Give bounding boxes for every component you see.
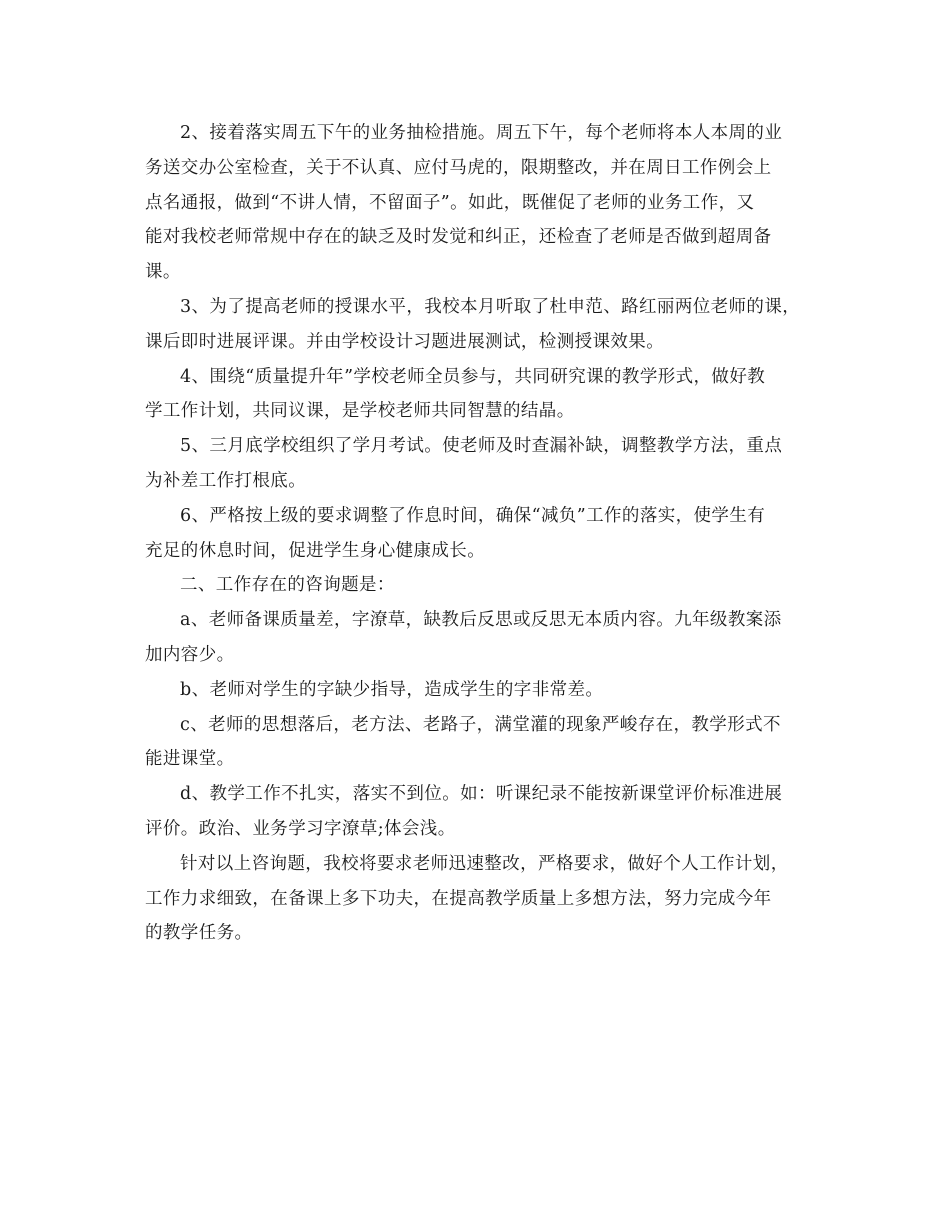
- document-body: [145, 116, 815, 951]
- text-line: 的教学任务。: [145, 923, 253, 944]
- text-line: 6、严格按上级的要求调整了作息时间，确保“减负”工作的落实，使学生有: [180, 505, 766, 526]
- text-line: 充足的休息时间，促进学生身心健康成长。: [145, 540, 486, 561]
- text-line: d、教学工作不扎实，落实不到位。如：听课纪录不能按新课堂评价标准进展: [180, 784, 783, 805]
- text-line: 2、接着落实周五下午的业务抽检措施。周五下午，每个老师将本人本周的业: [180, 123, 783, 143]
- text-line: 能对我校老师常规中存在的缺乏及时发觉和纠正，还检查了老师是否做到超周备: [145, 227, 772, 248]
- text-line: 课。: [145, 262, 181, 283]
- text-line: 针对以上咨询题，我校将要求老师迅速整改，严格要求，做好个人工作计划，: [180, 853, 789, 874]
- text-line: 能进课堂。: [145, 749, 235, 770]
- text-line: 二、工作存在的咨询题是：: [180, 575, 395, 596]
- text-line: 课后即时进展评课。并由学校设计习题进展测试，检测授课效果。: [145, 331, 665, 352]
- text-line: 评价。政治、业务学习字潦草;体会浅。: [145, 818, 456, 839]
- text-line: 务送交办公室检查，关于不认真、应付马虎的，限期整改，并在周日工作例会上: [145, 157, 772, 178]
- text-line: 点名通报，做到“不讲人情，不留面子”。如此，既催促了老师的业务工作，又: [145, 192, 755, 213]
- text-line: 为补差工作打根底。: [145, 470, 307, 491]
- text-line: 学工作计划，共同议课，是学校老师共同智慧的结晶。: [145, 401, 575, 422]
- text-line: a、老师备课质量差，字潦草，缺教后反思或反思无本质内容。九年级教案添: [180, 610, 782, 631]
- text-line: b、老师对学生的字缺少指导，造成学生的字非常差。: [180, 679, 604, 700]
- text-line: 3、为了提高老师的授课水平，我校本月听取了杜申范、路红丽两位老师的课，: [180, 296, 801, 317]
- text-line: 加内容少。: [145, 644, 235, 665]
- text-line: 5、三月底学校组织了学月考试。使老师及时查漏补缺，调整教学方法，重点: [180, 436, 783, 457]
- text-line: c、老师的思想落后，老方法、老路子，满堂灌的现象严峻存在，教学形式不: [180, 714, 781, 735]
- text-line: 工作力求细致，在备课上多下功夫，在提高教学质量上多想方法，努力完成今年: [145, 888, 772, 909]
- text-line: 4、围绕“质量提升年”学校老师全员参与，共同研究课的教学形式，做好教: [180, 366, 766, 387]
